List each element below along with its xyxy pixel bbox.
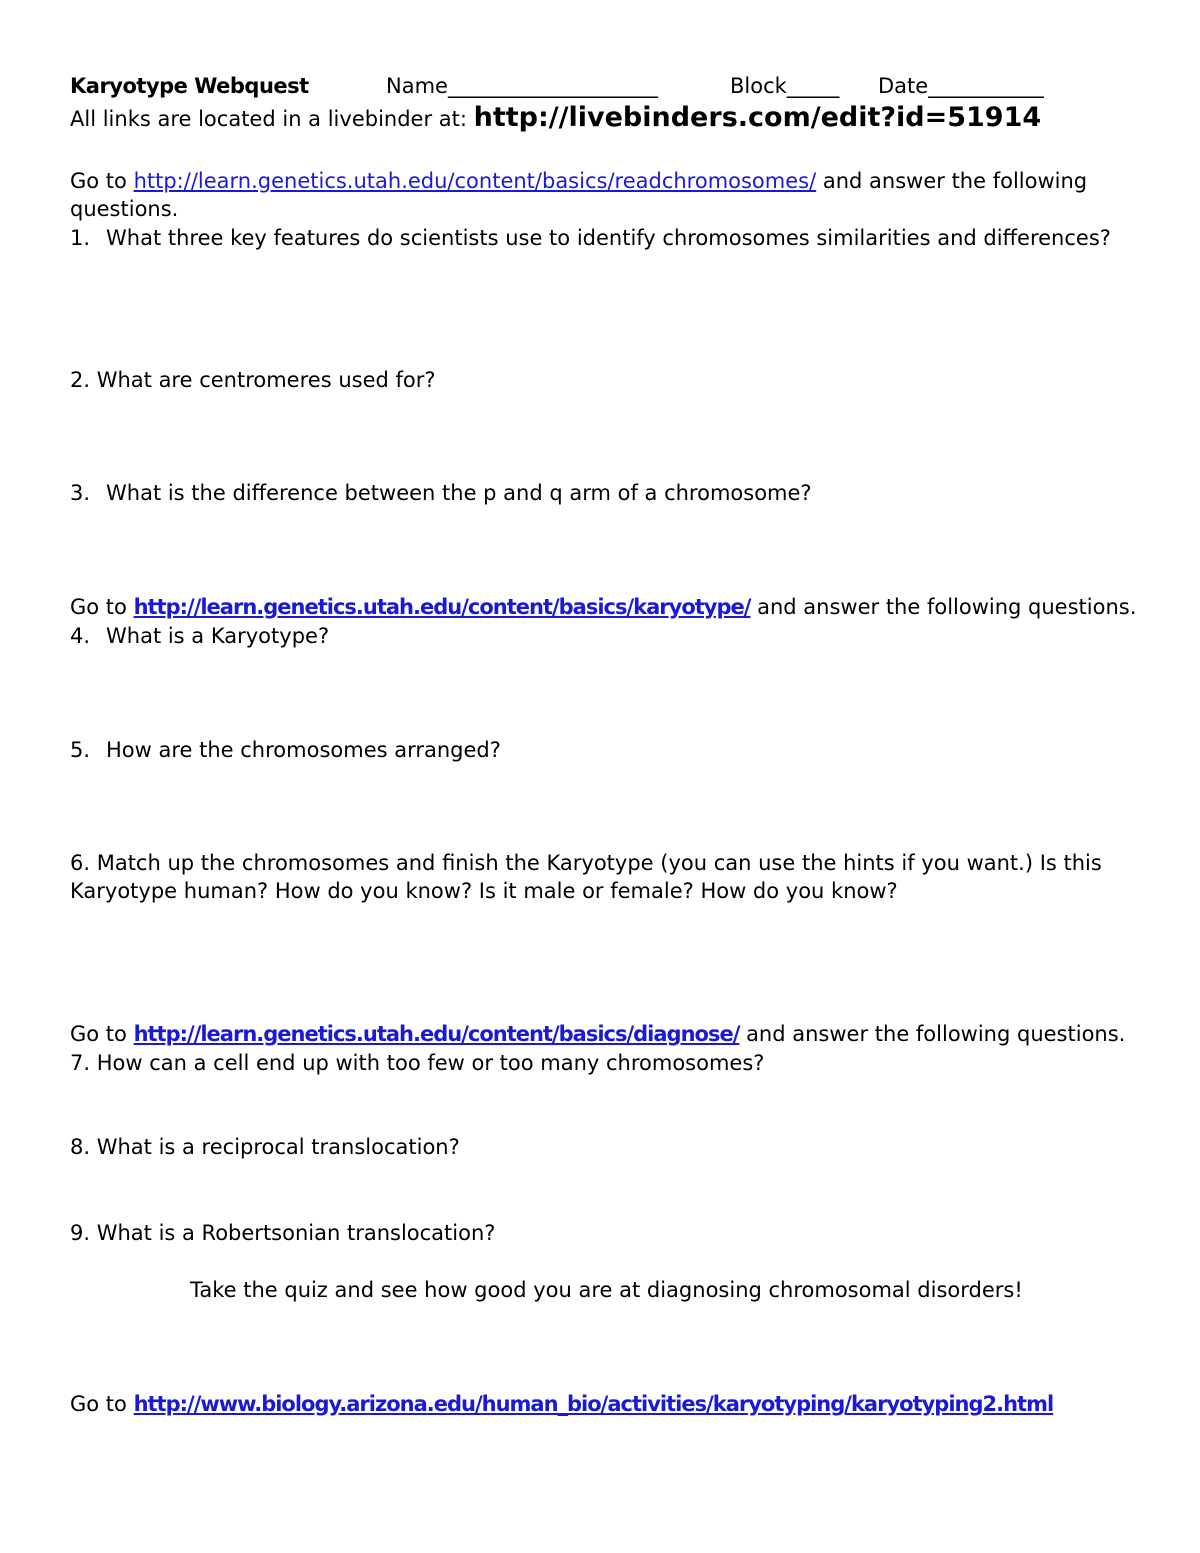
diagnose-link[interactable]: http://learn.genetics.utah.edu/content/basics/diagnose/ bbox=[133, 1022, 740, 1046]
quiz-prompt-text: Take the quiz and see how good you are at diagnosing chromosomal disorders! bbox=[190, 1278, 1023, 1302]
karyotype-link[interactable]: http://learn.genetics.utah.edu/content/basics/karyotype/ bbox=[133, 595, 751, 619]
question-6-text: 6. Match up the chromosomes and finish the Karyotype (you can use the hints if you want.) Is this Karyotype human? How do you know? Is it male or female? How do you know? bbox=[70, 851, 1102, 903]
question-9-text: 9. What is a Robertsonian translocation? bbox=[70, 1221, 496, 1245]
livebinder-url: http://livebinders.com/edit?id=51914 bbox=[473, 102, 1042, 133]
question-3-text: What is the difference between the p and q arm of a chromosome? bbox=[106, 481, 812, 505]
question-6 bbox=[70, 849, 1115, 905]
question-5-text: How are the chromosomes arranged? bbox=[106, 738, 501, 762]
section2-instructions bbox=[70, 593, 1136, 621]
question-8 bbox=[70, 1133, 460, 1161]
question-7-text: 7. How can a cell end up with too few or too many chromosomes? bbox=[70, 1051, 765, 1075]
question-3-number: 3. bbox=[70, 481, 91, 505]
question-4 bbox=[70, 622, 329, 650]
question-3 bbox=[70, 479, 812, 507]
section4-go-to: Go to bbox=[70, 1392, 134, 1416]
name-field[interactable]: Name____________________ bbox=[386, 74, 658, 98]
section3-after: and answer the following questions. bbox=[739, 1022, 1126, 1046]
question-5-number: 5. bbox=[70, 738, 91, 762]
block-field[interactable]: Block_____ bbox=[730, 74, 840, 98]
question-2-text: 2. What are centromeres used for? bbox=[70, 368, 436, 392]
intro-line bbox=[70, 104, 1041, 133]
question-4-number: 4. bbox=[70, 624, 91, 648]
section4-instructions bbox=[70, 1390, 1053, 1418]
section3-go-to: Go to bbox=[70, 1022, 134, 1046]
section3-instructions bbox=[70, 1020, 1125, 1048]
question-5 bbox=[70, 736, 501, 764]
section1-instructions bbox=[70, 167, 1120, 223]
section1-go-to: Go to bbox=[70, 169, 134, 193]
intro-text: All links are located in a livebinder at: bbox=[70, 107, 474, 131]
section1-after: and answer the following questions. bbox=[70, 169, 1088, 221]
question-7 bbox=[70, 1049, 764, 1077]
section2-go-to: Go to bbox=[70, 595, 134, 619]
quiz-prompt bbox=[190, 1276, 1023, 1304]
worksheet-title: Karyotype Webquest bbox=[70, 74, 309, 98]
question-2 bbox=[70, 366, 436, 394]
question-8-text: 8. What is a reciprocal translocation? bbox=[70, 1135, 460, 1159]
readchromosomes-link[interactable]: http://learn.genetics.utah.edu/content/basics/readchromosomes/ bbox=[133, 169, 817, 193]
date-field[interactable]: Date___________ bbox=[878, 74, 1044, 98]
header-row bbox=[70, 72, 1044, 100]
section2-after: and answer the following questions. bbox=[750, 595, 1137, 619]
karyotyping-activity-link[interactable]: http://www.biology.arizona.edu/human_bio/activities/karyotyping/karyotyping2.html bbox=[133, 1392, 1054, 1416]
question-1-number: 1. bbox=[70, 226, 91, 250]
question-1 bbox=[70, 224, 1111, 252]
question-4-text: What is a Karyotype? bbox=[106, 624, 330, 648]
question-1-text: What three key features do scientists use to identify chromosomes similarities and differences? bbox=[106, 226, 1111, 250]
question-9 bbox=[70, 1219, 495, 1247]
